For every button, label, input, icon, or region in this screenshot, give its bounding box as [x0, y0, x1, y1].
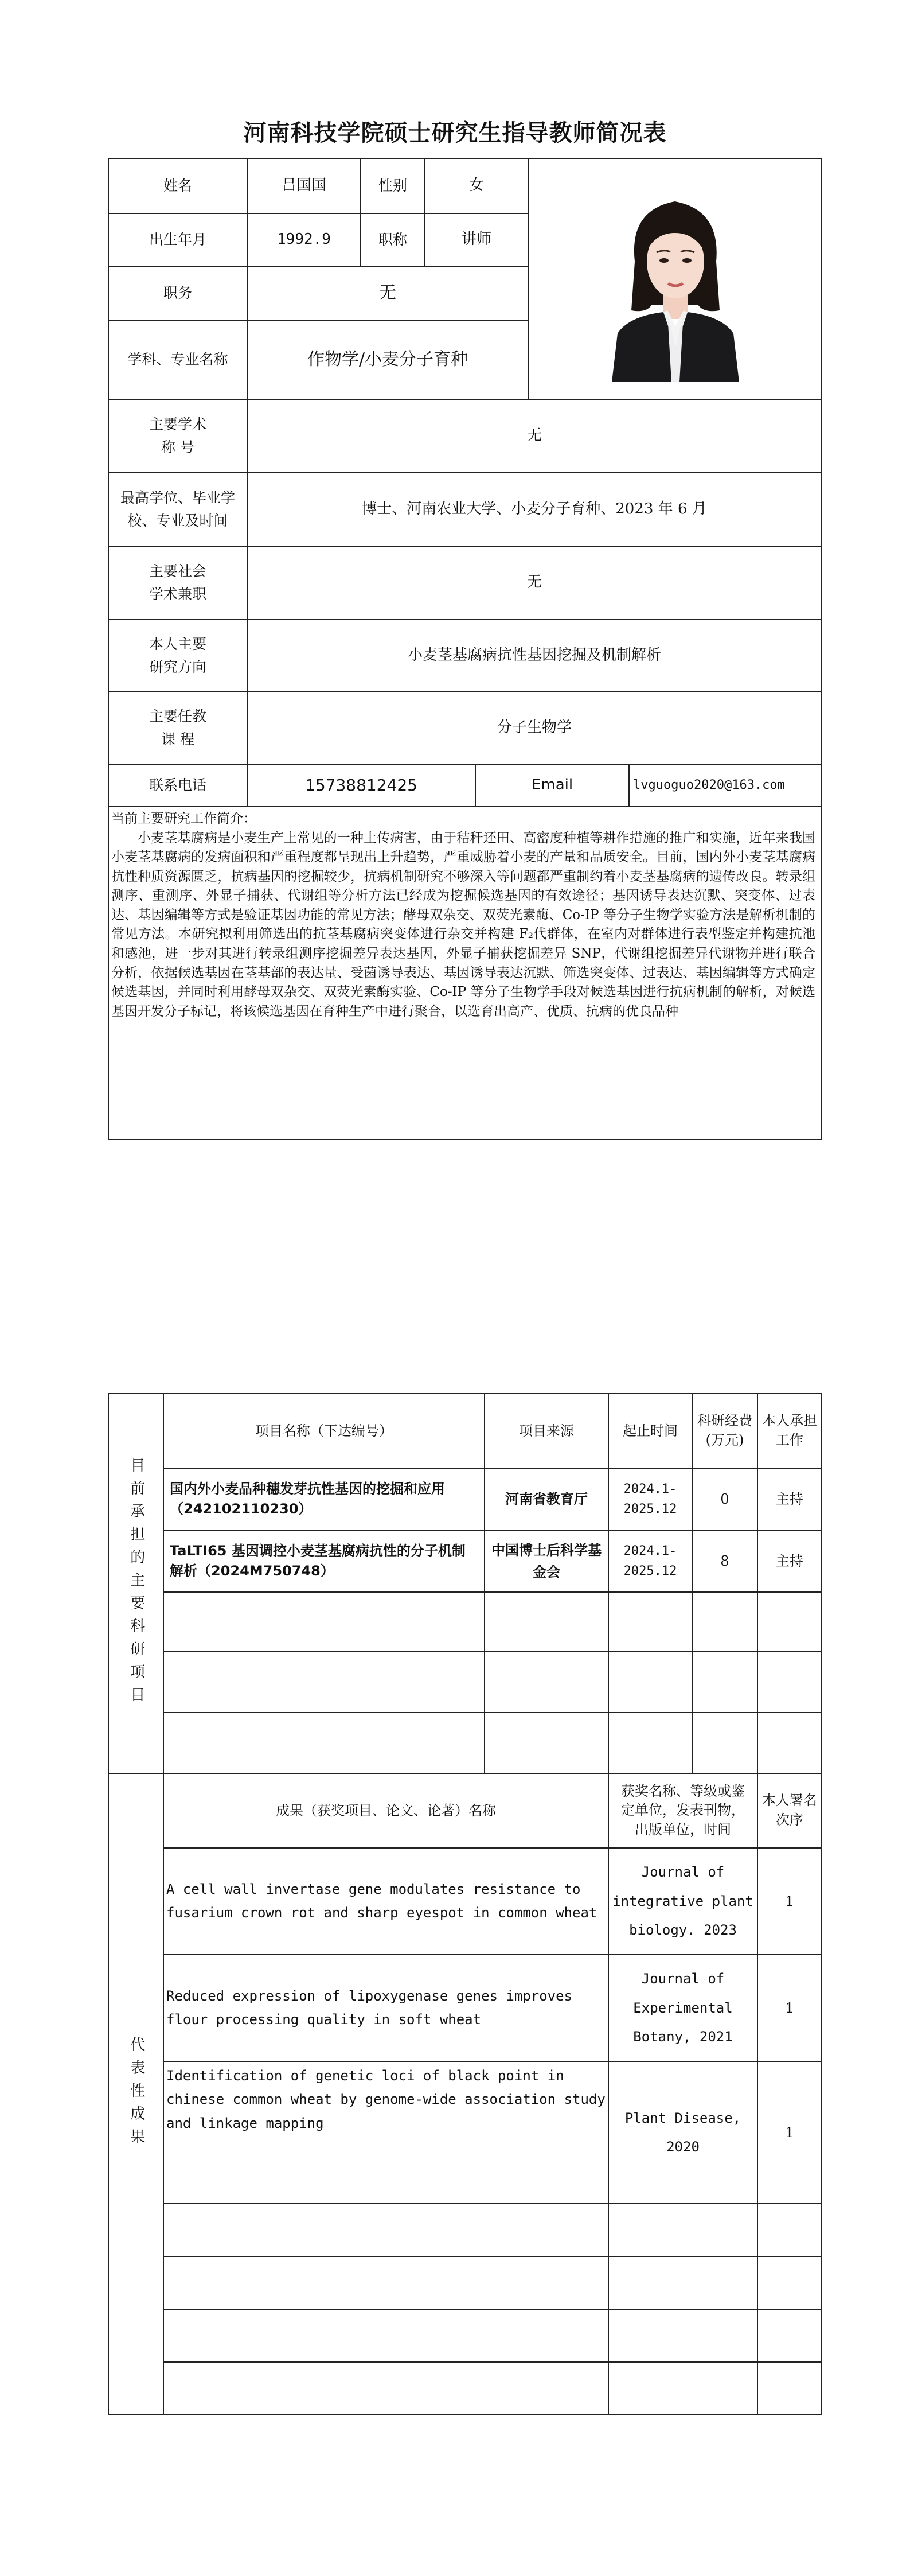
academic-title-label — [108, 399, 247, 473]
phone-label: 联系电话 — [108, 764, 247, 807]
project-role: 主持 — [757, 1530, 822, 1592]
outputs-header-name: 成果（获奖项目、论文、论著）名称 — [163, 1773, 608, 1848]
project-source: 河南省教育厅 — [485, 1468, 608, 1530]
outputs-section-label: 代表性成果 — [127, 2037, 145, 2151]
projects-section-label: 目前承担的主要科研项目 — [127, 1457, 145, 1710]
courses-label-line1: 主要任教 — [149, 708, 206, 725]
project-name: 国内外小麦品种穗发芽抗性基因的挖掘和应用（242102110230） — [163, 1468, 485, 1530]
birth-label: 出生年月 — [108, 213, 247, 266]
outputs-header-venue: 获奖名称、等级或鉴定单位，发表刊物，出版单位，时间 — [608, 1773, 757, 1848]
position-value: 无 — [247, 266, 528, 320]
birth-value: 1992.9 — [247, 213, 361, 266]
output-row — [108, 1955, 822, 2061]
research-summary — [108, 807, 822, 1139]
courses-value: 分子生物学 — [247, 692, 822, 764]
output-row — [108, 1848, 822, 1955]
research-value: 小麦茎基腐病抗性基因挖掘及机制解析 — [247, 620, 822, 692]
project-row-empty — [108, 1592, 822, 1652]
name-value: 吕国国 — [247, 158, 361, 213]
courses-label-line2: 课 程 — [161, 731, 194, 748]
output-venue: Plant Disease, 2020 — [608, 2061, 757, 2204]
outputs-header-order: 本人署名次序 — [757, 1773, 822, 1848]
output-order: 1 — [757, 2061, 822, 2204]
discipline-label: 学科、专业名称 — [108, 320, 247, 399]
name-label: 姓名 — [108, 158, 247, 213]
degree-label-line2: 校、专业及时间 — [127, 512, 228, 529]
project-row — [108, 1530, 822, 1592]
projects-section-label-cell — [108, 1394, 163, 1773]
summary-heading: 当前主要研究工作简介： — [111, 811, 256, 826]
project-period: 2024.1-2025.12 — [608, 1530, 692, 1592]
page-title: 河南科技学院硕士研究生指导教师简况表 — [243, 120, 667, 146]
projects-header-name: 项目名称（下达编号） — [163, 1394, 485, 1468]
projects-header-source: 项目来源 — [485, 1394, 608, 1468]
output-order: 1 — [757, 1955, 822, 2061]
output-venue: Journal of Experimental Botany, 2021 — [608, 1955, 757, 2061]
academic-title-label-line1: 主要学术 — [149, 416, 206, 433]
project-row-empty — [108, 1713, 822, 1773]
output-row-empty — [108, 2256, 822, 2309]
output-name: Identification of genetic loci of black point in chinese common wheat by genome-wide association study and linkage mapping — [163, 2061, 608, 2204]
courses-label — [108, 692, 247, 764]
degree-label-line1: 最高学位、毕业学 — [120, 489, 235, 506]
output-row-empty — [108, 2204, 822, 2256]
academic-title-label-line2: 称 号 — [161, 439, 194, 456]
project-source: 中国博士后科学基金会 — [485, 1530, 608, 1592]
research-label — [108, 620, 247, 692]
project-period: 2024.1-2025.12 — [608, 1468, 692, 1530]
phone-value: 15738812425 — [247, 764, 475, 807]
discipline-value: 作物学/小麦分子育种 — [247, 320, 528, 399]
projects-header-period: 起止时间 — [608, 1394, 692, 1468]
research-label-line1: 本人主要 — [149, 636, 206, 652]
output-name: Reduced expression of lipoxygenase genes improves flour processing quality in soft wheat — [163, 1955, 608, 2061]
gender-label: 性别 — [361, 158, 425, 213]
social-value: 无 — [247, 546, 822, 620]
degree-value: 博士、河南农业大学、小麦分子育种、2023 年 6 月 — [247, 473, 822, 546]
output-row-empty — [108, 2362, 822, 2415]
project-row — [108, 1468, 822, 1530]
rank-label: 职称 — [361, 213, 425, 266]
gender-value: 女 — [425, 158, 528, 213]
social-label-line2: 学术兼职 — [149, 586, 206, 602]
position-label: 职务 — [108, 266, 247, 320]
project-funding: 0 — [692, 1468, 757, 1530]
social-label — [108, 546, 247, 620]
projects-outputs-table — [108, 1393, 822, 2415]
profile-table — [108, 158, 822, 1140]
projects-header-funding: 科研经费(万元) — [692, 1394, 757, 1468]
project-name: TaLTI65 基因调控小麦茎基腐病抗性的分子机制解析（2024M750748） — [163, 1530, 485, 1592]
project-funding: 8 — [692, 1530, 757, 1592]
social-label-line1: 主要社会 — [149, 563, 206, 579]
research-label-line2: 研究方向 — [149, 659, 206, 675]
projects-header-role: 本人承担工作 — [757, 1394, 822, 1468]
project-role: 主持 — [757, 1468, 822, 1530]
portrait-photo — [589, 176, 761, 382]
project-row-empty — [108, 1652, 822, 1713]
summary-body: 小麦茎基腐病是小麦生产上常见的一种土传病害，由于秸秆还田、高密度种植等耕作措施的推广和实施，近年来我国小麦茎基腐病的发病面积和严重程度都呈现出上升趋势，严重威胁着小麦的产量和品质安全。目前，国内外小麦茎基腐病抗性种质资源匮乏，抗病基因的挖掘较少，抗病机制研究不够深入等问题都严重制约着小麦茎基腐病的遗传改良。转录组测序、重测序、外显子捕获、代谢组等分析方法已经成为挖掘候选基因的有效途径；基因诱导表达沉默、突变体、过表达、基因编辑等方式是验证基因功能的常见方法；酵母双杂交、双荧光素酶、Co-IP 等分子生物学实验方法是解析机制的常见方法。本研究拟利用筛选出的抗茎基腐病突变体进行杂交并构建 F₂代群体，在室内对群体进行表型鉴定并构建抗池和感池，进一步对其进行转录组测序挖掘差异表达基因，外显子捕获挖掘差异 SNP，代谢组挖掘差异代谢物并进行联合分析，依据候选基因在茎基部的表达量、受菌诱导表达、基因诱导表达沉默、筛选突变体、过表达、基因编辑等方式确定候选基因，并同时利用酵母双杂交、双荧光素酶实验、Co-IP 等分子生物学手段对候选基因进行抗病机制的解析，对候选基因开发分子标记，将该候选基因在育种生产中进行聚合，以选育出高产、优质、抗病的优良品种 — [111, 830, 816, 1019]
rank-value: 讲师 — [425, 213, 528, 266]
output-row-empty — [108, 2309, 822, 2362]
academic-title-value: 无 — [247, 399, 822, 473]
output-name: A cell wall invertase gene modulates resistance to fusarium crown rot and sharp eyespot in common wheat — [163, 1848, 608, 1955]
output-venue: Journal of integrative plant biology. 2023 — [608, 1848, 757, 1955]
email-value: lvguoguo2020@163.com — [629, 764, 822, 807]
output-row — [108, 2061, 822, 2204]
degree-label — [108, 473, 247, 546]
email-label: Email — [475, 764, 629, 807]
output-order: 1 — [757, 1848, 822, 1955]
photo-cell — [528, 158, 822, 399]
outputs-section-label-cell — [108, 1773, 163, 2415]
